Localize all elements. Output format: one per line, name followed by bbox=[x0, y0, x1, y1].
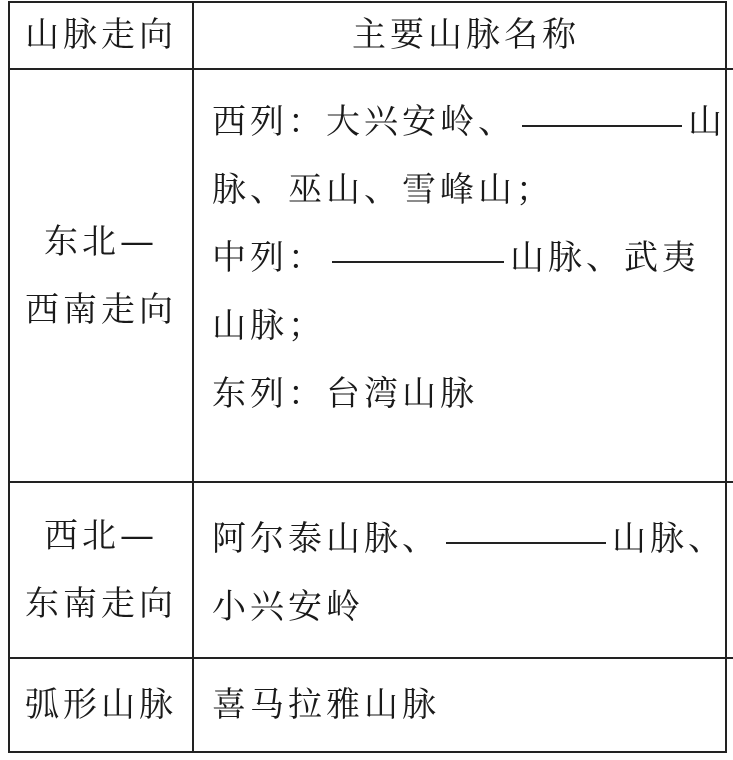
line-text: 山脉、武夷 bbox=[510, 238, 700, 278]
direction-label-line2: 东南走向 bbox=[25, 584, 177, 624]
line-text: 阿尔泰山脉、 bbox=[212, 519, 440, 559]
direction-cell-ne-sw bbox=[10, 70, 194, 483]
text-line: 东列：台湾山脉 bbox=[212, 374, 478, 414]
header-names-label: 主要山脉名称 bbox=[352, 15, 580, 56]
names-cell-nw-se bbox=[194, 483, 733, 659]
direction-label: 弧形山脉 bbox=[25, 685, 177, 725]
line-text: 中列： bbox=[212, 238, 326, 278]
fill-blank[interactable] bbox=[522, 124, 682, 127]
header-direction-label: 山脉走向 bbox=[25, 15, 177, 56]
line-text: 山 bbox=[688, 102, 726, 142]
line-text: 西列：大兴安岭、 bbox=[212, 102, 516, 142]
fill-blank[interactable] bbox=[446, 541, 606, 544]
header-names bbox=[194, 3, 733, 70]
line-text: 喜马拉雅山脉 bbox=[212, 684, 440, 725]
direction-cell-nw-se bbox=[10, 483, 194, 659]
direction-label-line2: 西南走向 bbox=[25, 289, 177, 330]
text-line bbox=[212, 505, 726, 573]
header-direction bbox=[10, 3, 194, 70]
names-cell-arc bbox=[194, 659, 733, 751]
text-line: 脉、巫山、雪峰山； bbox=[212, 170, 554, 210]
text-line: 小兴安岭 bbox=[212, 587, 364, 627]
names-cell-ne-sw bbox=[194, 70, 733, 483]
text-line: 山脉； bbox=[212, 306, 326, 346]
fill-blank[interactable] bbox=[332, 260, 504, 263]
mountain-range-table bbox=[8, 1, 727, 753]
direction-cell-arc bbox=[10, 659, 194, 751]
text-line bbox=[212, 88, 726, 156]
direction-label-line1: 西北— bbox=[44, 516, 158, 556]
text-line bbox=[212, 224, 726, 292]
direction-label-line1: 东北— bbox=[44, 221, 158, 262]
line-text: 山脉、 bbox=[612, 519, 726, 559]
